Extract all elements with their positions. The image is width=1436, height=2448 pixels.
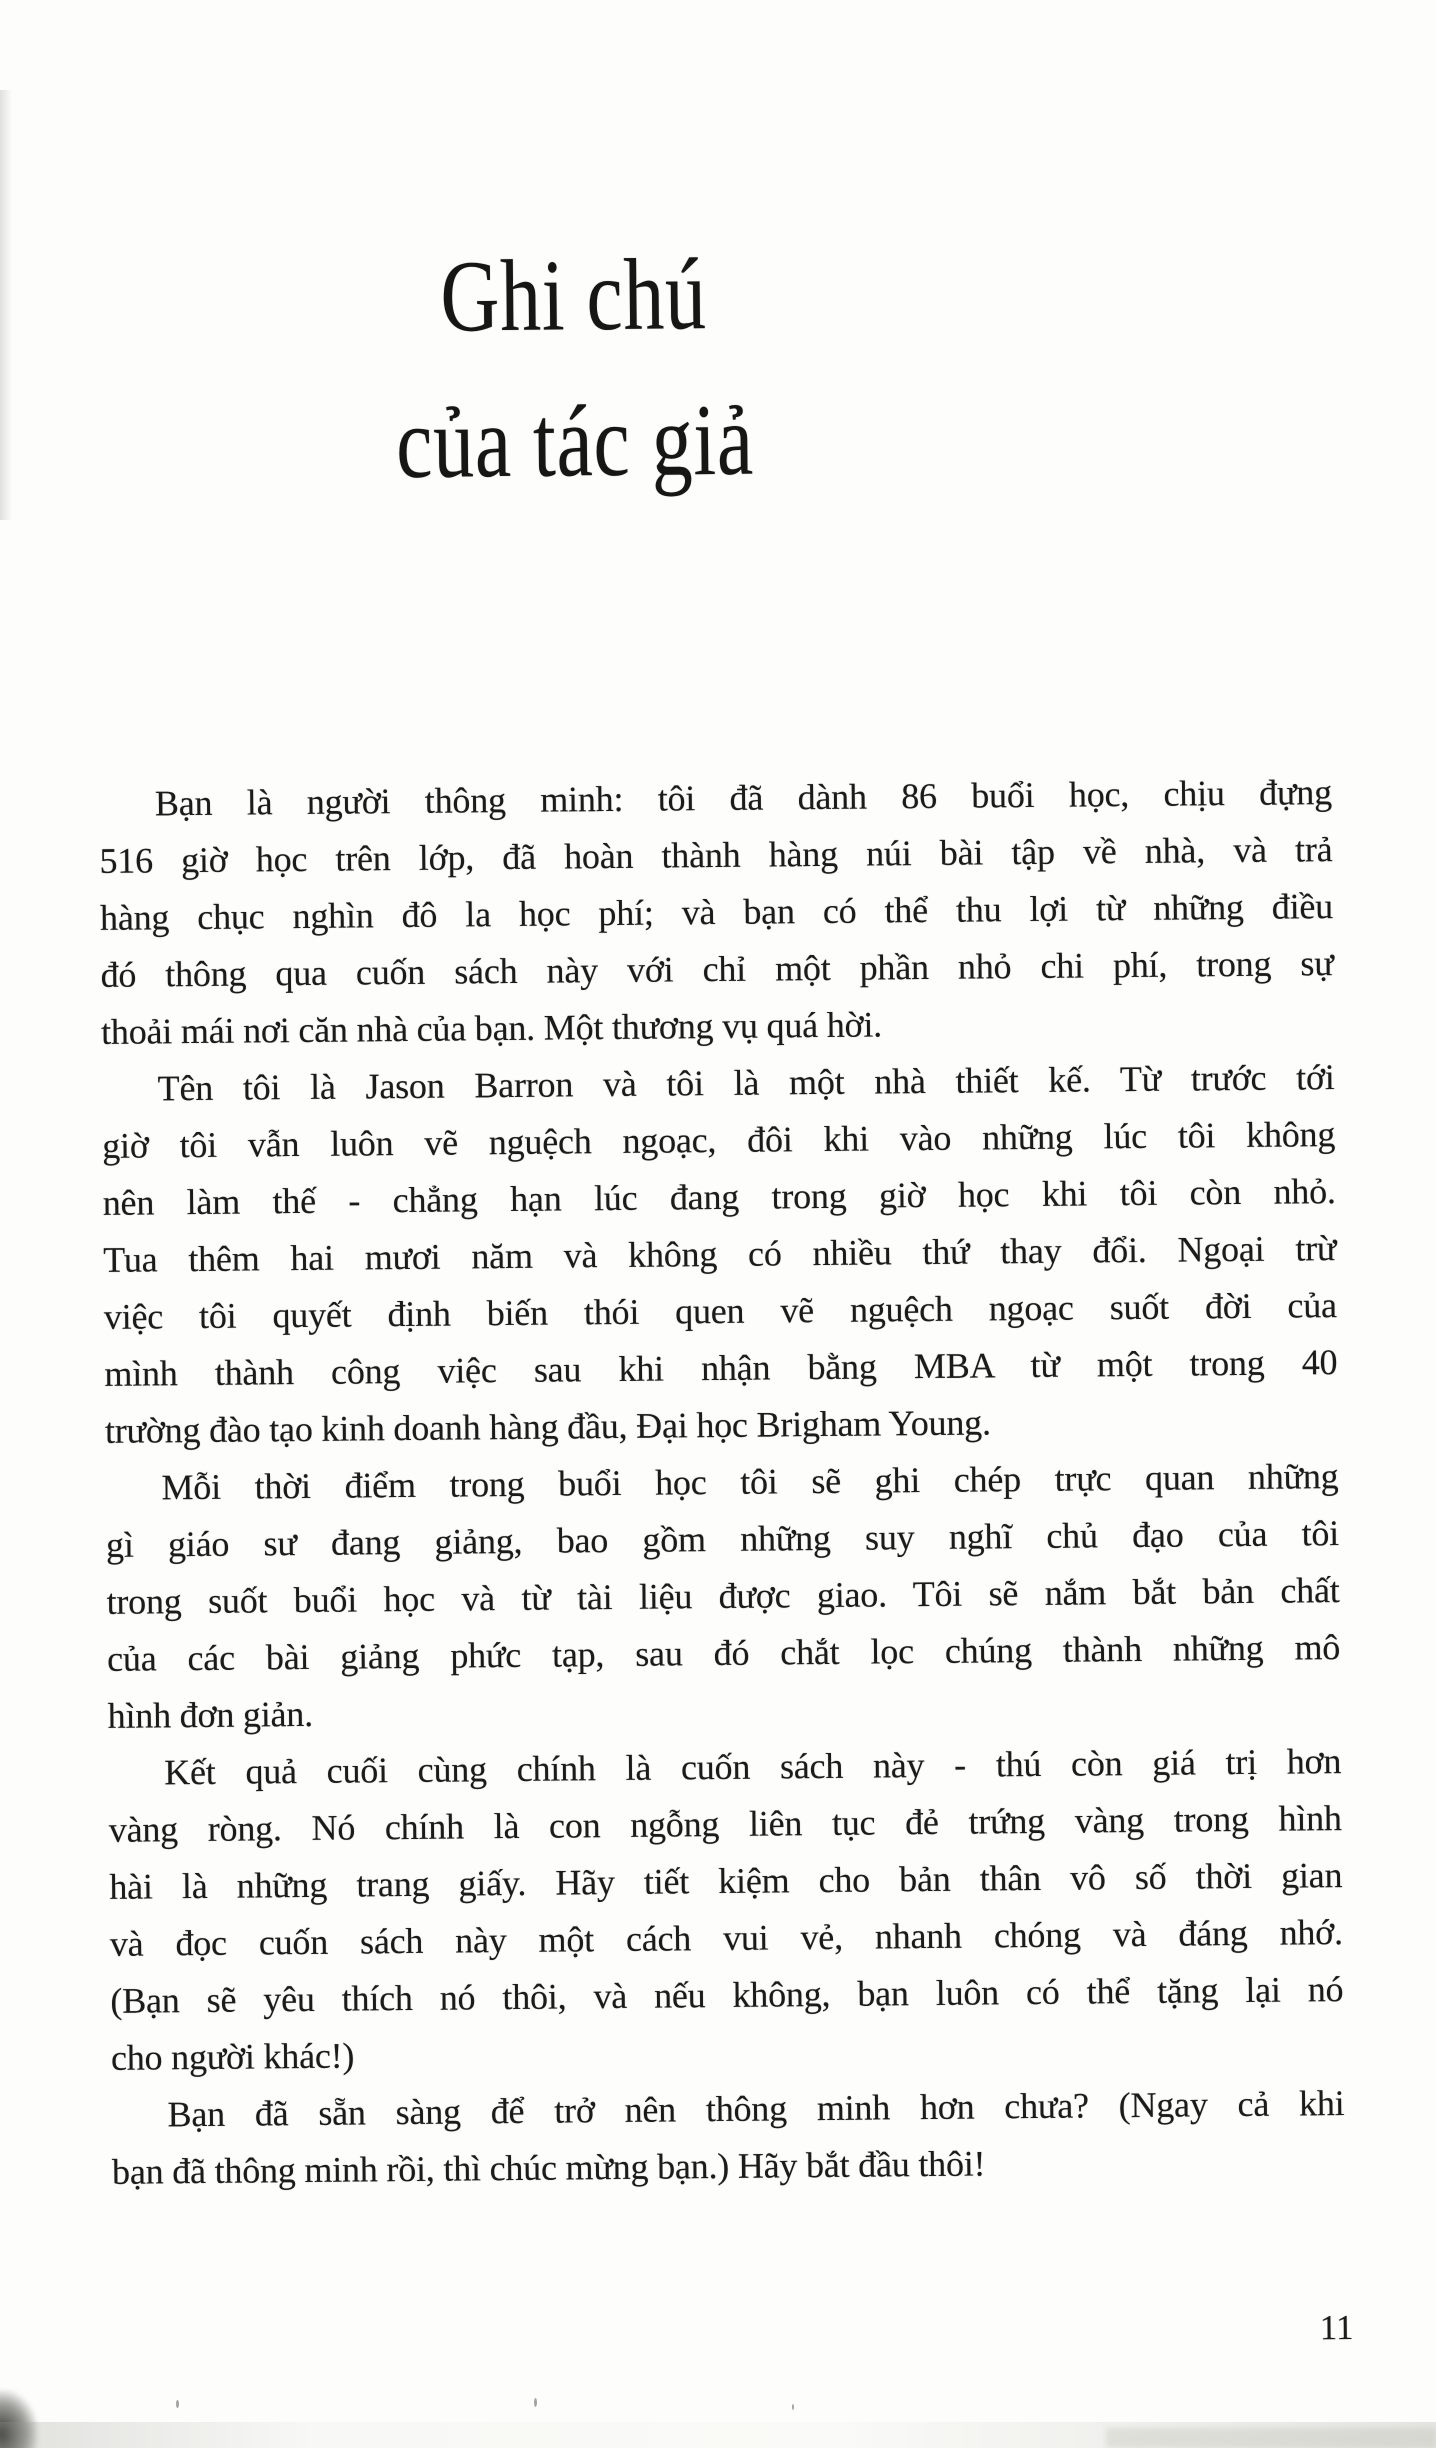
- chapter-title-line-1: Ghi chú: [439, 238, 708, 354]
- text-line: Mỗi thời điểm trong buổi học tôi sẽ ghi chép trực quan những: [161, 1456, 1339, 1508]
- text-line: cho người khác!): [110, 2035, 355, 2078]
- text-line: đó thông qua cuốn sách này với chỉ một phần nhỏ chi phí, trong sự: [100, 943, 1334, 995]
- page-number: 11: [1319, 2307, 1354, 2348]
- scan-speck: [792, 2404, 794, 2410]
- text-line: Tua thêm hai mươi năm và không có nhiều thứ thay đổi. Ngoại trừ: [103, 1228, 1337, 1280]
- text-line: 516 giờ học trên lớp, đã hoàn thành hàng núi bài tập về nhà, và trả: [99, 829, 1333, 881]
- text-line: vàng ròng. Nó chính là con ngỗng liên tục đẻ trứng vàng trong hình: [108, 1798, 1342, 1850]
- text-line: Bạn là người thông minh: tôi đã dành 86 buổi học, chịu đựng: [154, 772, 1333, 824]
- text-line: hài là những trang giấy. Hãy tiết kiệm cho bản thân vô số thời gian: [109, 1855, 1343, 1907]
- scan-edge-shadow: [0, 90, 12, 520]
- text-line: hàng chục nghìn đô la học phí; và bạn có thể thu lợi từ những điều: [99, 886, 1334, 938]
- text-line: Kết quả cuối cùng chính là cuốn sách này - thú còn giá trị hơn: [164, 1741, 1342, 1793]
- text-line: của các bài giảng phức tạp, sau đó chắt lọc chúng thành những mô: [106, 1627, 1341, 1679]
- paragraph: [99, 764, 1335, 1061]
- text-line: việc tôi quyết định biến thói quen vẽ nguệch ngoạc suốt đời của: [103, 1285, 1337, 1337]
- paragraph: [111, 2075, 1345, 2201]
- text-line: thoải mái nơi căn nhà của bạn. Một thương vụ quá hời.: [100, 1004, 883, 1052]
- text-line: giờ tôi vẫn luôn vẽ nguệch ngoạc, đôi khi vào những lúc tôi không: [102, 1114, 1336, 1166]
- text-line: Bạn đã sẵn sàng để trở nên thông minh hơn chưa? (Ngay cả khi: [167, 2083, 1345, 2135]
- text-line: trong suốt buổi học và từ tài liệu được giao. Tôi sẽ nắm bắt bản chất: [106, 1570, 1340, 1622]
- text-line: gì giáo sư đang giảng, bao gồm những suy nghĩ chủ đạo của tôi: [105, 1513, 1340, 1565]
- text-line: Tên tôi là Jason Barron và tôi là một nhà thiết kế. Từ trước tới: [157, 1057, 1335, 1109]
- chapter-title: [107, 219, 1042, 520]
- paragraph: [101, 1049, 1338, 1460]
- scan-smudge-bottom-right: [1106, 2428, 1436, 2448]
- chapter-title-line-2: của tác giả: [395, 383, 755, 501]
- scan-speck: [176, 2400, 179, 2408]
- text-line: bạn đã thông minh rồi, thì chúc mừng bạn.) Hãy bắt đầu thôi!: [111, 2143, 986, 2192]
- text-line: nên làm thế - chẳng hạn lúc đang trong giờ học khi tôi còn nhỏ.: [102, 1171, 1336, 1223]
- scan-speck: [534, 2398, 537, 2407]
- paragraph: [105, 1448, 1341, 1745]
- text-line: trường đào tạo kinh doanh hàng đầu, Đại học Brigham Young.: [104, 1402, 991, 1451]
- paragraph: [108, 1733, 1344, 2087]
- text-line: (Bạn sẽ yêu thích nó thôi, và nếu không, bạn luôn có thể tặng lại nó: [110, 1969, 1344, 2021]
- body-text: [99, 764, 1346, 2201]
- text-line: mình thành công việc sau khi nhận bằng MBA từ một trong 40: [104, 1342, 1338, 1394]
- text-line: và đọc cuốn sách này một cách vui vẻ, nhanh chóng và đáng nhớ.: [109, 1912, 1344, 1964]
- text-line: hình đơn giản.: [107, 1693, 314, 1736]
